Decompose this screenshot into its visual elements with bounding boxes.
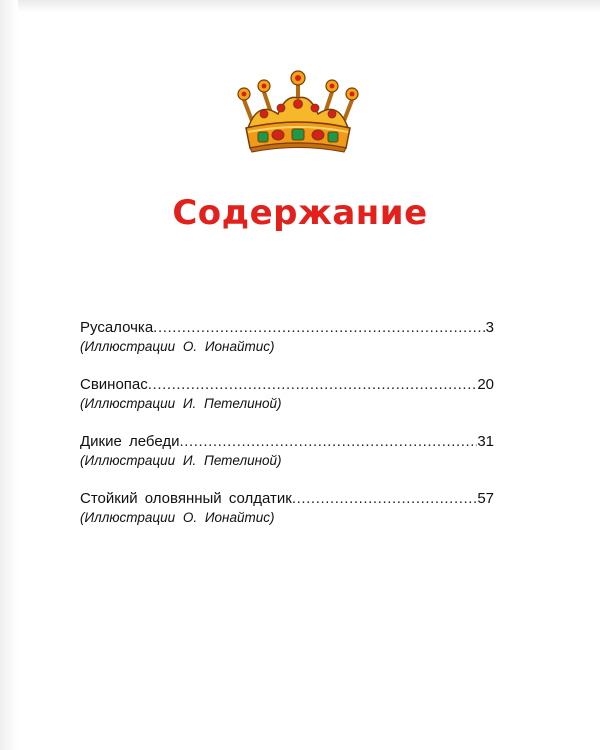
toc-page-number: 57 — [477, 490, 494, 507]
toc-leader-dots — [179, 432, 477, 451]
toc-leader-dots — [292, 489, 477, 508]
toc-leader-dots — [148, 375, 478, 394]
toc-line — [80, 375, 494, 394]
crown-icon — [234, 70, 362, 154]
toc-entry-soldatik — [80, 489, 494, 546]
toc-entry-rusalochka — [80, 318, 494, 375]
page-edge-shadow-left — [0, 0, 18, 750]
toc-page-number: 31 — [477, 433, 494, 450]
toc-page-number: 3 — [485, 319, 494, 336]
toc-line — [80, 489, 494, 508]
toc-entry-title: Русалочка — [80, 319, 154, 336]
toc-leader-dots — [153, 318, 485, 337]
toc-entry-svinopas — [80, 375, 494, 432]
page-title: Содержание — [172, 193, 428, 233]
toc-page-number: 20 — [477, 376, 494, 393]
toc-entry-title: Стойкий оловянный солдатик — [80, 490, 292, 507]
toc-illustrator-credit: (Иллюстрации И. Петелиной) — [80, 453, 282, 468]
toc-illustrator-credit: (Иллюстрации И. Петелиной) — [80, 396, 282, 411]
toc-line — [80, 432, 494, 451]
page-edge-shadow — [0, 0, 600, 12]
toc-entry-dikie-lebedi — [80, 432, 494, 489]
toc-illustrator-credit: (Иллюстрации О. Ионайтис) — [80, 339, 275, 354]
toc-entry-title: Дикие лебеди — [80, 433, 180, 450]
toc-line — [80, 318, 494, 337]
table-of-contents — [80, 318, 494, 546]
toc-illustrator-credit: (Иллюстрации О. Ионайтис) — [80, 510, 275, 525]
toc-entry-title: Свинопас — [80, 376, 148, 393]
